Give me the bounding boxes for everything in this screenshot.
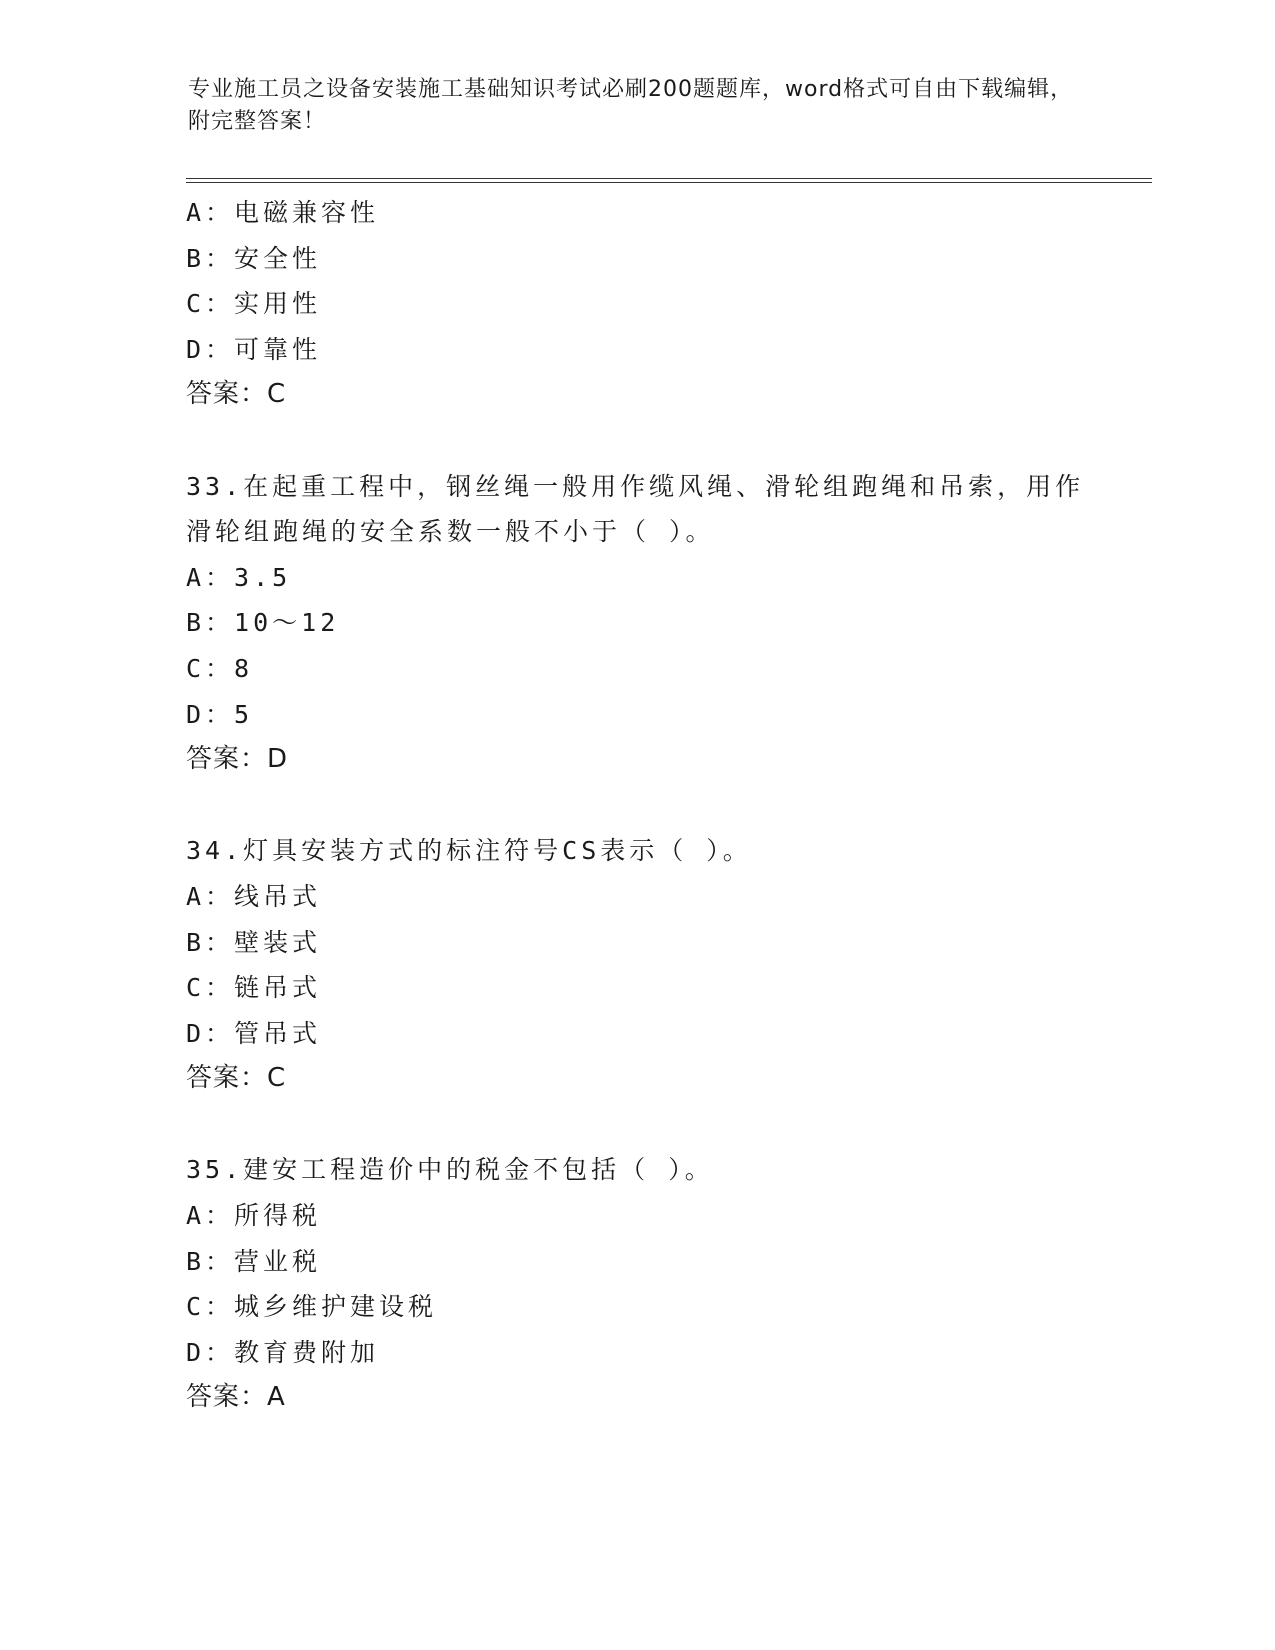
question-block-34 — [186, 828, 1086, 1102]
spacer — [186, 783, 1086, 829]
question-list — [186, 190, 1086, 1421]
option-c: C：实用性 — [186, 289, 322, 319]
option-d: D：可靠性 — [186, 334, 322, 364]
option-b: B：10～12 — [186, 608, 340, 638]
question-text-line-1: 34.灯具安装方式的标注符号CS表示（ ）。 — [186, 836, 752, 866]
answer-line: 答案：A — [186, 1382, 286, 1413]
question-text-line-1: 33.在起重工程中，钢丝绳一般用作缆风绳、滑轮组跑绳和吊索，用作 — [186, 471, 1085, 501]
spacer — [186, 418, 1086, 464]
question-block-35 — [186, 1147, 1086, 1421]
document-header: 专业施工员之设备安装施工基础知识考试必刷200题题库，word格式可自由下载编辑，附完整答案！ — [188, 77, 1074, 134]
question-block-33 — [186, 464, 1086, 783]
option-d: D：5 — [186, 699, 254, 729]
option-a: A：电磁兼容性 — [186, 198, 380, 227]
option-a: A：3.5 — [186, 562, 292, 592]
option-a: A：线吊式 — [186, 881, 322, 911]
option-c: C：城乡维护建设税 — [186, 1292, 438, 1322]
spacer — [186, 1102, 1086, 1148]
header-divider-top — [186, 178, 1152, 179]
option-b: B：营业税 — [186, 1246, 322, 1276]
question-text-line-1: 35.建安工程造价中的税金不包括（ ）。 — [186, 1155, 714, 1185]
answer-line: 答案：C — [186, 379, 287, 410]
answer-line: 答案：C — [186, 1063, 287, 1094]
question-text-line-2: 滑轮组跑绳的安全系数一般不小于（ ）。 — [186, 517, 715, 547]
option-d: D：教育费附加 — [186, 1337, 380, 1367]
question-block-prev — [186, 190, 1086, 418]
header-divider-bottom — [186, 182, 1152, 183]
option-c: C：8 — [186, 653, 254, 683]
option-b: B：安全性 — [186, 243, 322, 273]
option-a: A：所得税 — [186, 1201, 322, 1231]
option-c: C：链吊式 — [186, 973, 322, 1003]
option-d: D：管吊式 — [186, 1018, 322, 1048]
answer-line: 答案：D — [186, 744, 289, 775]
option-b: B：壁装式 — [186, 927, 322, 957]
